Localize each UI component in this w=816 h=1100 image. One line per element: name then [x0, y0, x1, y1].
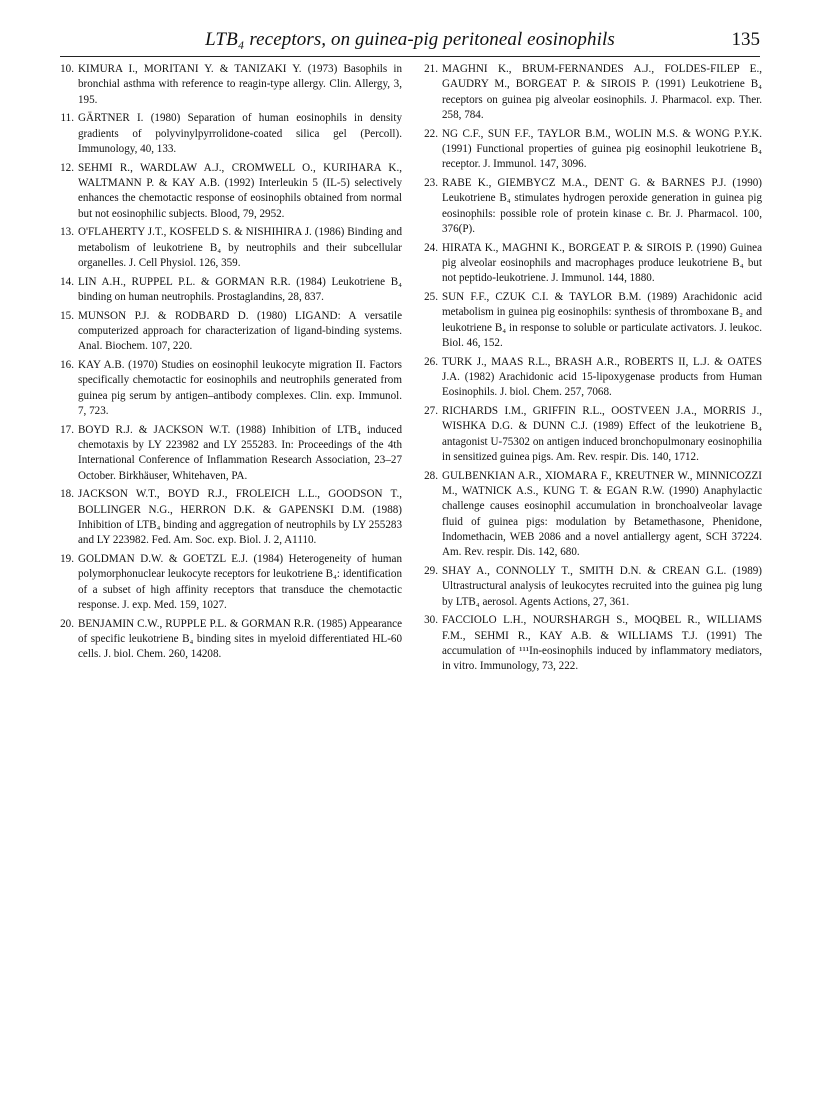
reference-item — [60, 309, 402, 355]
reference-item — [60, 161, 402, 222]
reference-item — [424, 176, 762, 237]
reference-item — [60, 617, 402, 663]
reference-text: SUN F.F., CZUK C.I. & TAYLOR B.M. (1989) Arachidonic acid metabolism in guinea pig eosinophils: synthesis of thromboxane B₂ and leukotriene B₄ in response to soluble or particulate activators. J. leukoc. Biol. 46, 152. — [442, 291, 762, 350]
reference-number: 14. — [60, 275, 74, 288]
reference-text: O'FLAHERTY J.T., KOSFELD S. & NISHIHIRA J. (1986) Binding and metabolism of leukotriene B₄ by neutrophils and their subcellular organelles. J. Cell Physiol. 126, 359. — [78, 226, 402, 270]
reference-item — [424, 404, 762, 465]
reference-number: 20. — [60, 617, 74, 630]
reference-number: 30. — [424, 614, 438, 627]
reference-number: 16. — [60, 358, 74, 371]
reference-number: 28. — [424, 469, 438, 482]
reference-number: 27. — [424, 405, 438, 417]
reference-number: 15. — [60, 309, 74, 322]
reference-item — [424, 290, 762, 351]
reference-text: BENJAMIN C.W., RUPPLE P.L. & GORMAN R.R. (1985) Appearance of specific leukotriene B₄ binding sites in myeloid differentiated HL-60 cells. J. biol. Chem. 260, 14208. — [78, 617, 402, 661]
reference-text: GOLDMAN D.W. & GOETZL E.J. (1984) Heterogeneity of human polymorphonuclear leukocyte receptors for leukotriene B₄: identification of a subset of high affinity receptors that transduce the chemotactic response. J. exp. Med. 159, 1027. — [78, 552, 402, 612]
reference-number: 17. — [60, 423, 74, 436]
reference-number: 21. — [424, 63, 438, 75]
reference-text: KAY A.B. (1970) Studies on eosinophil leukocyte migration II. Factors specifically chemotactic for eosinophils and neutrophils generated from guinea pig serum by antigen–antibody complexes. Clin. exp. Immunol. 7, 723. — [78, 358, 402, 417]
reference-text: JACKSON W.T., BOYD R.J., FROLEICH L.L., GOODSON T., BOLLINGER N.G., HERRON D.K. & GAPENSKI D.M. (1988) Inhibition of LTB₄ binding and aggregation of neutrophils by LY 255283 and LY 223982. Fed. Am. Soc. exp. Biol. J. 2, A1110. — [78, 488, 402, 547]
reference-number: 26. — [424, 355, 438, 368]
reference-number: 11. — [60, 112, 74, 125]
reference-item — [60, 552, 402, 613]
page-header — [60, 26, 760, 57]
reference-text: GÄRTNER I. (1980) Separation of human eosinophils in density gradients of polyvinylpyrrolidone-coated silica gel (Percoll). Immunology, 40, 133. — [78, 112, 402, 156]
reference-item — [60, 423, 402, 484]
reference-text: MAGHNI K., BRUM-FERNANDES A.J., FOLDES-FILEP E., GAUDRY M., BORGEAT P. & SIROIS P. (1991) Leukotriene B₄ receptors on guinea pig alveolar eosinophils. J. Pharmacol. exp. Ther. 258, 784. — [442, 63, 762, 122]
reference-text: HIRATA K., MAGHNI K., BORGEAT P. & SIROIS P. (1990) Guinea pig alveolar eosinophils and macrophages produce leukotriene B₄ but not peptido-leukotriene. J. Immunol. 144, 1880. — [442, 241, 762, 285]
reference-number: 29. — [424, 565, 438, 578]
reference-text: LIN A.H., RUPPEL P.L. & GORMAN R.R. (1984) Leukotriene B₄ binding on human neutrophils. Prostaglandins, 28, 837. — [78, 275, 402, 303]
reference-text: RABE K., GIEMBYCZ M.A., DENT G. & BARNES P.J. (1990) Leukotriene B₄ stimulates hydrogen peroxide generation in guinea pig eosinophils: possible role of protein kinase c. Br. J. Pharmacol. 100, 376(P). — [442, 177, 762, 236]
reference-text: RICHARDS I.M., GRIFFIN R.L., OOSTVEEN J.A., MORRIS J., WISHKA D.G. & DUNN C.J. (1989) Effect of the leukotriene B₄ antagonist U-75302 on antigen induced bronchopulmonary eosinophilia in sensitized guinea pigs. Am. Rev. respir. Dis. 140, 1712. — [442, 405, 762, 464]
references-right-column — [424, 62, 762, 678]
reference-item — [60, 275, 402, 306]
reference-text: SEHMI R., WARDLAW A.J., CROMWELL O., KURIHARA K., WALTMANN P. & KAY A.B. (1992) Interleukin 5 (IL-5) selectively enhances the chemotactic response of eosinophils obtained from normal but not eosinophilic subjects. Blood, 79, 2952. — [78, 161, 402, 220]
reference-text: MUNSON P.J. & RODBARD D. (1980) LIGAND: A versatile computerized approach for characterization of ligand-binding systems. Anal. Biochem. 107, 220. — [78, 309, 402, 353]
reference-item — [60, 62, 402, 108]
reference-number: 13. — [60, 226, 74, 239]
reference-item — [424, 564, 762, 610]
reference-text: GULBENKIAN A.R., XIOMARA F., KREUTNER W., MINNICOZZI M., WATNICK A.S., KUNG T. & EGAN R.W. (1990) Anaphylactic challenge causes eosinophil accumulation in bronchoalveolar lavage fluid of guinea pigs: modulation by Betamethasone, Phenidone, Indomethacin, WEB 2086 and a novel antiallergy agent, SCH 37224. Am. Rev. respir. Dis. 142, 680. — [442, 469, 762, 559]
reference-item — [424, 62, 762, 123]
reference-item — [424, 127, 762, 173]
reference-number: 10. — [60, 63, 74, 75]
reference-text: TURK J., MAAS R.L., BRASH A.R., ROBERTS II, L.J. & OATES J.A. (1982) Arachidonic acid 15-lipoxygenase products from Human Eosinophils. J. biol. Chem. 257, 7068. — [442, 355, 762, 399]
reference-item — [60, 111, 402, 157]
reference-number: 25. — [424, 291, 438, 303]
reference-text: BOYD R.J. & JACKSON W.T. (1988) Inhibition of LTB₄ induced chemotaxis by LY 223982 and LY 255283. In: Proceedings of the 4th International Conference of Inflammation Research Association, 23–27 October. Birkhäuser, Whitehaven, PA. — [78, 423, 402, 482]
references-left-column — [60, 62, 402, 666]
reference-text: NG C.F., SUN F.F., TAYLOR B.M., WOLIN M.S. & WONG P.Y.K. (1991) Functional properties of guinea pig eosinophil leukotriene B₄ receptor. J. Immunol. 147, 3096. — [442, 127, 762, 171]
reference-item — [60, 358, 402, 419]
reference-item — [60, 487, 402, 548]
reference-text: FACCIOLO L.H., NOURSHARGH S., MOQBEL R., WILLIAMS F.M., SEHMI R., KAY A.B. & WILLIAMS T.J. (1991) The accumulation of ¹¹¹In-eosinophils induced by inflammatory mediators, in vitro. Immunology, 73, 222. — [442, 614, 762, 673]
reference-number: 23. — [424, 177, 438, 189]
reference-text: KIMURA I., MORITANI Y. & TANIZAKI Y. (1973) Basophils in bronchial asthma with reference to reagin-type allergy. Clin. Allergy, 3, 195. — [78, 63, 402, 106]
reference-number: 24. — [424, 241, 438, 254]
reference-number: 19. — [60, 552, 74, 565]
reference-item — [424, 613, 762, 674]
reference-number: 22. — [424, 127, 438, 140]
page-number: 135 — [731, 29, 760, 50]
reference-item — [424, 469, 762, 561]
reference-number: 12. — [60, 161, 74, 174]
running-title: LTB₄ receptors, on guinea-pig peritoneal eosinophils — [205, 29, 615, 50]
reference-item — [60, 225, 402, 271]
reference-text: SHAY A., CONNOLLY T., SMITH D.N. & CREAN G.L. (1989) Ultrastructural analysis of leukocytes recruited into the guinea pig lung by LTB₄ aerosol. Agents Actions, 27, 361. — [442, 565, 762, 608]
reference-item — [424, 241, 762, 287]
reference-item — [424, 355, 762, 401]
reference-number: 18. — [60, 488, 74, 501]
